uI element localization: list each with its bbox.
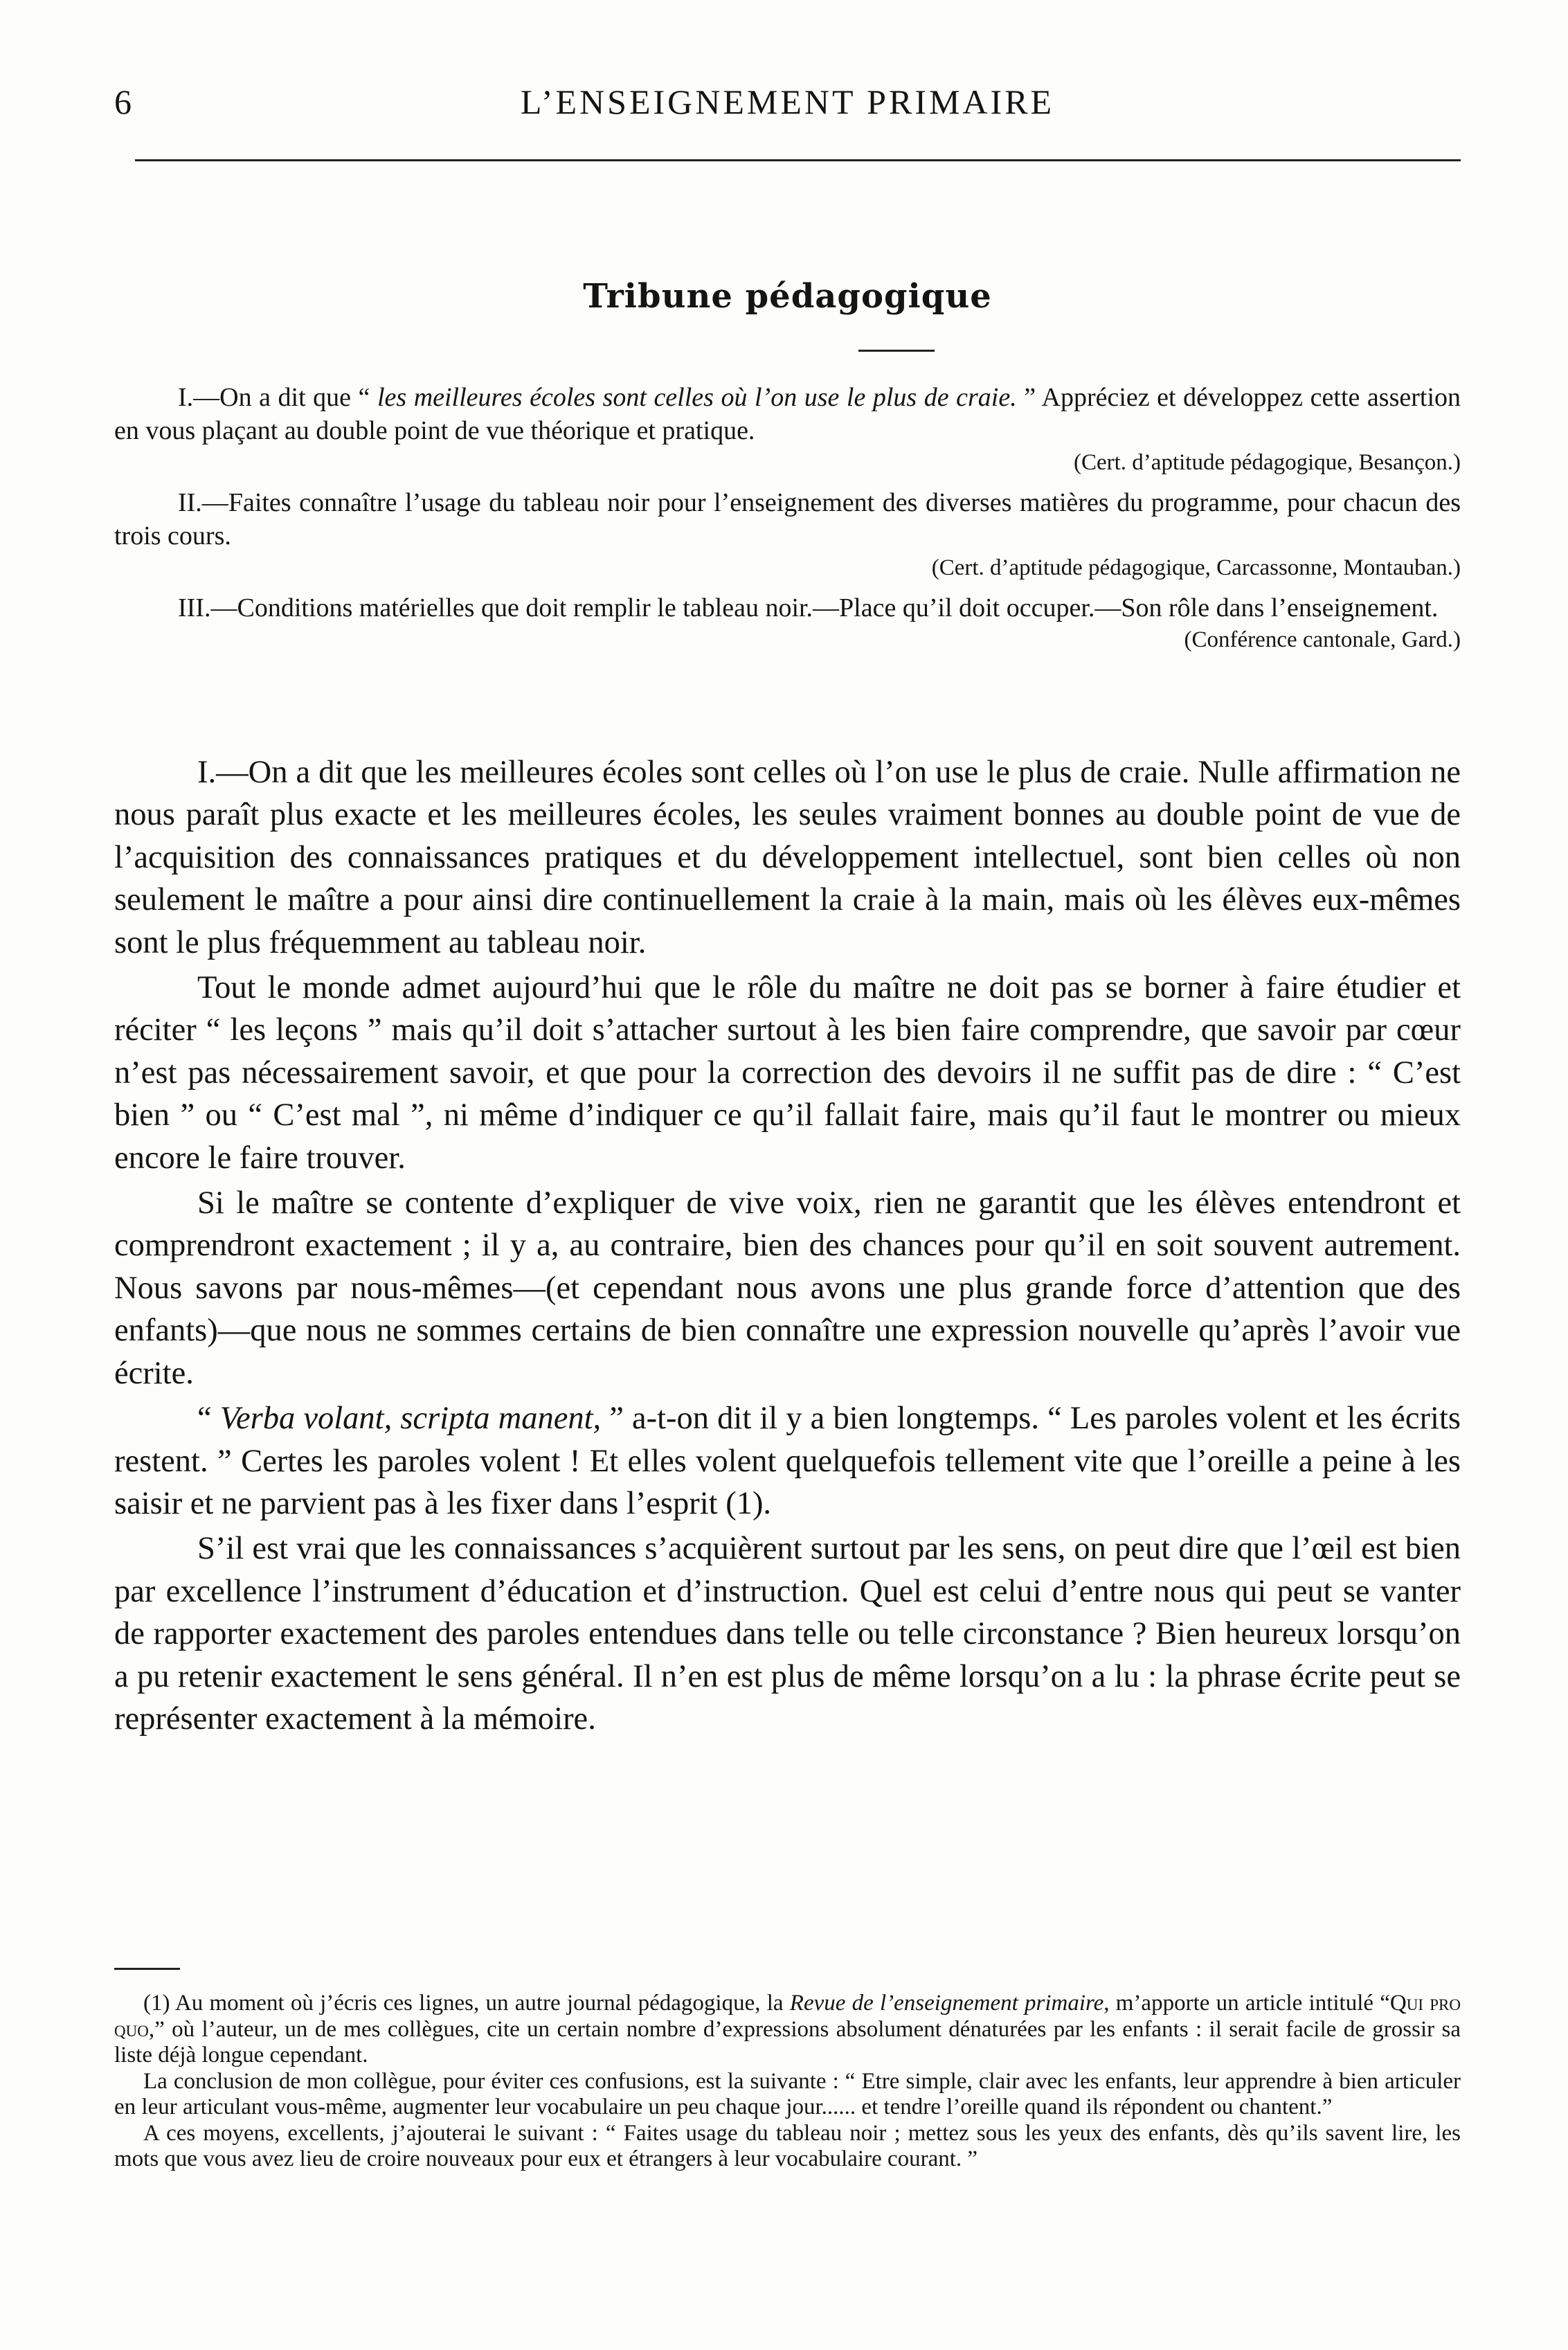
page: [114, 69, 1461, 2171]
paragraph: S’il est vrai que les connaissances s’acquièrent surtout par les sens, on peut dire que l’œil est bien par excellence l’instrument d’éducation et d’instruction. Quel est celui d’entre nous qui peut se vanter de rapporter exactement des paroles entendues dans telle ou telle circonstance ? Bien heureux lorsqu’on a pu retenir exactement le sens général. Il n’en est plus de même lorsqu’on a lu : la phrase écrite peut se représenter exactement à la mémoire.: [114, 1531, 1461, 1737]
paragraph: [114, 1397, 1461, 1525]
subject-text: On a dit que “: [219, 383, 377, 412]
paragraph-text: ” a-t-on dit il y a bien longtemps. “ Les paroles volent et les écrits restent. ” Certes les paroles volent ! Et elles volent quelquefois tellement vite que l’oreille a peine à les saisir et ne parvient pas à les fixer dans l’esprit (1).: [114, 1401, 1461, 1521]
page-number: 6: [114, 82, 132, 121]
subject-source: (Cert. d’aptitude pédagogique, Carcassonne, Montauban.): [931, 555, 1461, 580]
running-head: [114, 69, 1461, 121]
article-title: Qui pro quo: [114, 1991, 1461, 2042]
subject-3: [114, 591, 1461, 655]
subject-label: II.—: [178, 488, 228, 517]
section-title: Tribune pédagogique: [583, 277, 992, 316]
article-body: [114, 751, 1461, 1740]
footnote-1: [114, 1991, 1461, 2069]
subject-text: Conditions matérielles que doit remplir le tableau noir.—Place qu’il doit occuper.—Son rôle dans l’enseignement.: [237, 593, 1439, 622]
exam-subjects: [114, 381, 1461, 663]
footnote-paragraph: La conclusion de mon collègue, pour éviter ces confusions, est la suivante : “ Etre simple, clair avec les enfants, leur apprendre à bien articuler en leur articulant vous-même, augmenter leur vocabulaire un peu chaque jour...... et tendre l’oreille quand ils répondent ou chantent.”: [114, 2068, 1461, 2119]
subject-text: Faites connaître l’usage du tableau noir pour l’enseignement des diverses matières du programme, pour chacun des trois cours.: [114, 488, 1461, 550]
subject-source: (Conférence cantonale, Gard.): [1184, 627, 1461, 652]
paragraph: Tout le monde admet aujourd’hui que le rôle du maître ne doit pas se borner à faire étudier et réciter “ les leçons ” mais qu’il doit s’attacher surtout à les bien faire comprendre, que savoir par cœur n’est pas nécessairement savoir, et que pour la correction des devoirs il ne suffit pas de dire : “ C’est bien ” ou “ C’est mal ”, ni même d’indiquer ce qu’il fallait faire, mais qu’il faut le montrer ou mieux encore le faire trouver.: [114, 970, 1461, 1176]
header-rule: [135, 159, 1461, 161]
paragraph: Si le maître se contente d’expliquer de vive voix, rien ne garantit que les élèves entendront et comprendront exactement ; il y a, au contraire, bien des chances pour qu’il en soit souvent autrement. Nous savons par nous-mêmes—(et cependant nous avons une plus grande force d’attention que des enfants)—que nous ne sommes certains de bien connaître une expression nouvelle qu’après l’avoir vue écrite.: [114, 1185, 1461, 1391]
footnote-text: (1) Au moment où j’écris ces lignes, un autre journal pédagogique, la: [143, 1991, 790, 2016]
title-rule: [858, 350, 935, 352]
footnote-rule: [114, 1968, 180, 1970]
footnote-text: , m’apporte un article intitulé “: [1103, 1991, 1390, 2016]
footnotes: [114, 1991, 1461, 2173]
latin-maxim: Verba volant, scripta manent,: [219, 1401, 602, 1437]
subject-2: [114, 486, 1461, 583]
subject-quote: les meilleures écoles sont celles où l’on use le plus de craie.: [377, 383, 1017, 412]
footnote-paragraph: A ces moyens, excellents, j’ajouterai le suivant : “ Faites usage du tableau noir ; mettez sous les yeux des enfants, dès qu’ils savent lire, les mots que vous avez lieu de croire nouveaux pour eux et étrangers à leur vocabulaire courant. ”: [114, 2120, 1461, 2171]
subject-1: [114, 381, 1461, 478]
journal-title: Revue de l’enseignement primaire: [789, 1991, 1104, 2016]
footnote-text: ,” où l’auteur, un de mes collègues, cite un certain nombre d’expressions absolument dénaturées par les enfants : il serait facile de grossir sa liste déjà longue cependant.: [114, 2016, 1461, 2068]
subject-label: III.—: [178, 593, 237, 622]
running-title: L’ENSEIGNEMENT PRIMAIRE: [520, 82, 1055, 121]
subject-source: (Cert. d’aptitude pédagogique, Besançon.): [1074, 450, 1461, 475]
subject-text: ” Appréciez et développez cette assertion en vous plaçant au double point de vue théorique et pratique.: [114, 383, 1461, 445]
quote-mark: “: [197, 1401, 220, 1437]
subject-label: I.—: [178, 383, 220, 412]
paragraph: I.—On a dit que les meilleures écoles sont celles où l’on use le plus de craie. Nulle affirmation ne nous paraît plus exacte et les meilleures écoles, les seules vraiment bonnes au double point de vue de l’acquisition des connaissances pratiques et du développement intellectuel, sont bien celles où non seulement le maître a pour ainsi dire continuellement la craie à la main, mais où les élèves eux-mêmes sont le plus fréquemment au tableau noir.: [114, 755, 1461, 960]
